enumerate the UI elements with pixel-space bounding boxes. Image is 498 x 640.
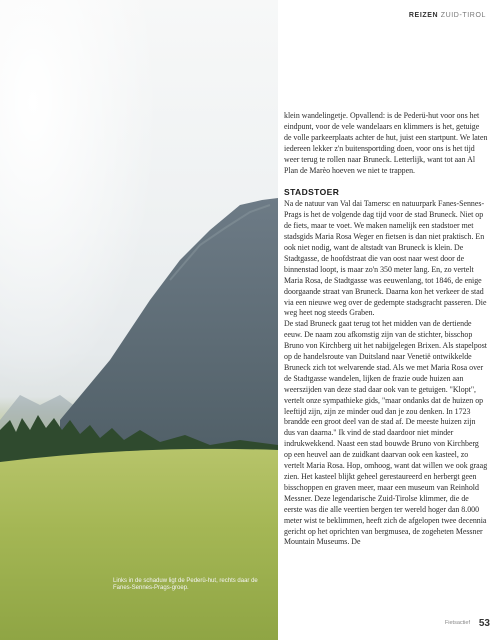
article-paragraph: klein wandelingetje. Opvallend: is de Pederü-hut voor ons het eindpunt, voor de vele wandelaars en klimmers is het, getuige de volle parkeerplaats achter de hut, juist een startpunt. We laten iedereen lekker z'n buitensportding doen, voor ons is het tijd weer terug te rollen naar Bruneck. Letterlijk, want tot aan Al Plan de Marèo hoeven we niet te trappen. (284, 111, 488, 175)
section-header (409, 12, 486, 19)
page-number: 53 (478, 618, 490, 629)
section-label: REIZEN (408, 12, 439, 19)
article-column (284, 111, 488, 548)
article-paragraph: Na de natuur van Val dai Tamersc en natuurpark Fanes-Sennes-Prags is het de volgende dag tijd voor de stad Bruneck. Niet op de fiets, maar te voet. We maken namelijk een stadstoer met stadsgids Maria Rosa Weger en fietsen is dan niet praktisch. En ook niet nodig, want de altstadt van Bruneck is klein. De Stadtgasse, de hoofdstraat die van oost naar west door de binnenstad loopt, is maar zo'n 350 meter lang. En, zo vertelt Maria Rosa, de Stadtgasse was eeuwenlang, tot 1846, de enige doorgaande straat van Bruneck. Daarna kon het verkeer de stad via een nieuwe weg over de gedempte stadsgracht passeren. Die weg heet nog steeds Graben. (284, 199, 487, 318)
magazine-name: Fietsactief (444, 620, 470, 626)
subsection-label: ZUID-TIROL (440, 12, 486, 19)
article-paragraph: De stad Bruneck gaat terug tot het midden van de dertiende eeuw. De naam zou afkomstig zijn van de stichter, bisschop Bruno von Kirchberg uit het nabijgelegen Brixen. Als stapelpost op de handelsroute van Duitsland naar Venetië ontwikkelde Bruneck zich tot welvarende stad. Als we met Maria Rosa over de Stadtgasse wandelen, lijken de frazie oude huizen aan weerszijden van deze stad daar ook van te getuigen. "Klopt", vertelt onze sympathieke gids, "maar ondanks dat de huizen op leeftijd zijn, zijn ze minder oud dan je zou denken. In 1723 brandde een groot deel van de stad af. De meeste huizen zijn dus van daarna." Ik vind de stad daardoor niet minder indrukwekkend. Naast een stad bouwde Bruno von Kirchberg op een heuvel aan de zuidkant daarvan ook een kasteel, zo vertelt Maria Rosa. Hop, omhoog, want dat willen we ook graag zien. Het kasteel blijkt geheel gerestaureerd en herbergt geen bisschoppen en graven meer, maar een museum van Reinhold Messner. Deze legendarische Zuid-Tirolse klimmer, die de eerste was die alle veertien bergen ter wereld hoger dan 8.000 meter wist te beklimmen, heeft zich de afgelopen twee decennia gericht op het oprichten van bergmusea, de zogeheten Messner Mountain Museums. De (284, 319, 488, 547)
section-heading: STADSTOER (284, 187, 340, 198)
photo-caption: Links in de schaduw ligt de Pederü-hut, rechts daar de Fanes-Sennes-Prags-groep. (113, 578, 258, 592)
